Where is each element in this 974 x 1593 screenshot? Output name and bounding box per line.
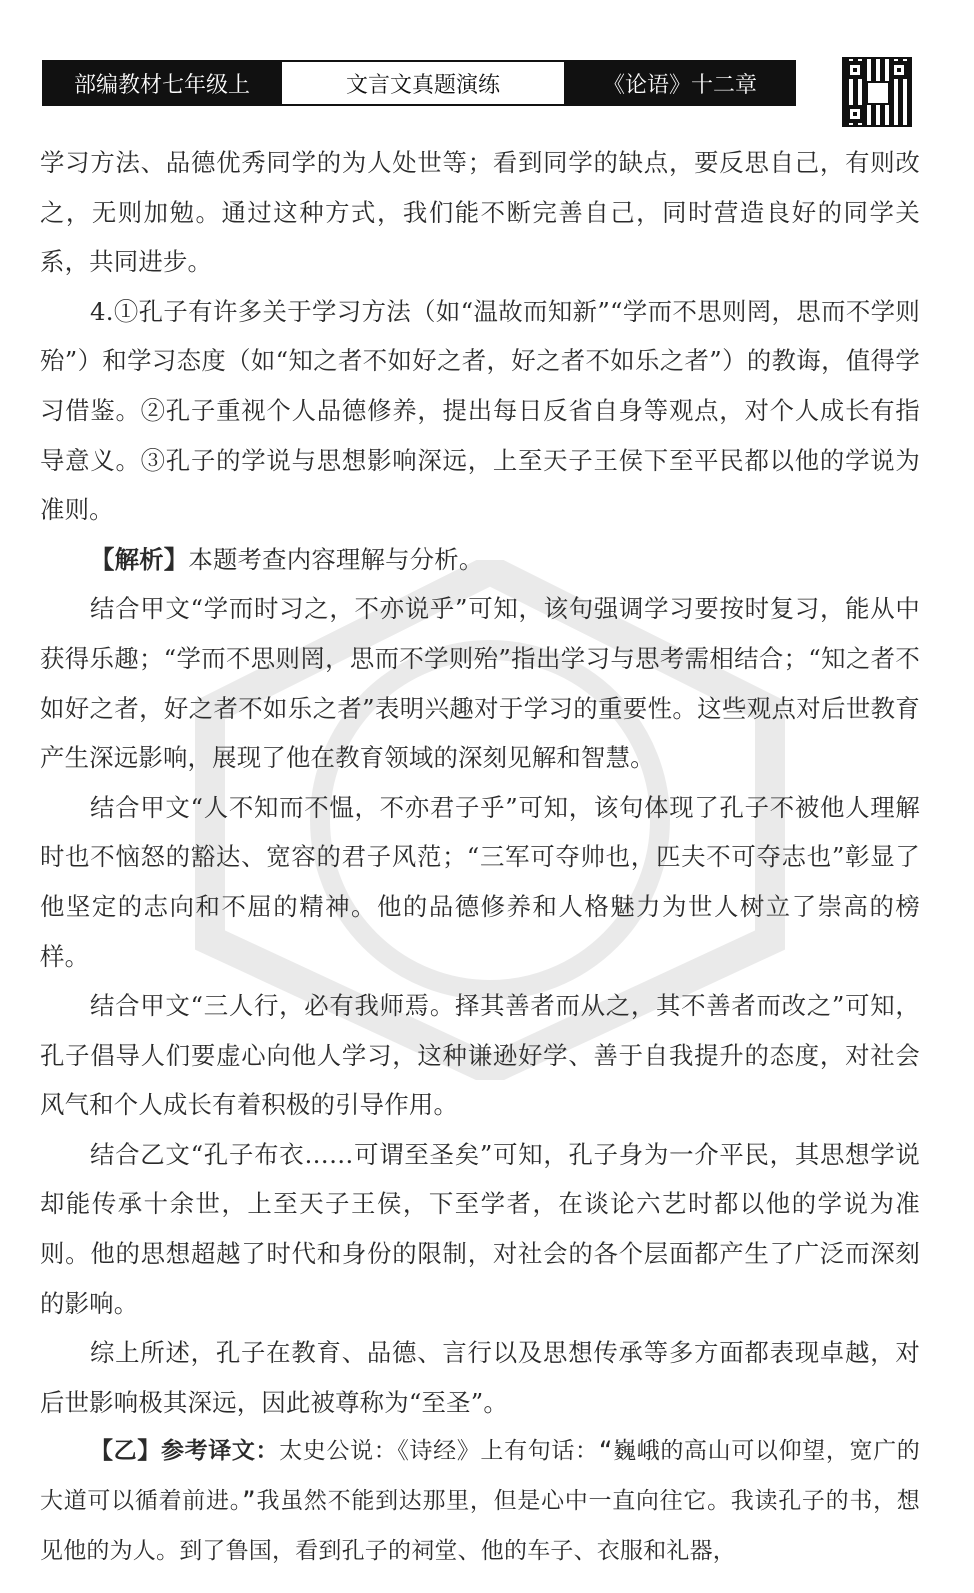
analysis-intro bbox=[40, 535, 920, 585]
translation-mark: 【乙】 bbox=[90, 1438, 161, 1465]
analysis-text: 本题考查内容理解与分析。 bbox=[188, 544, 484, 574]
header-section: 文言文真题演练 bbox=[280, 62, 566, 104]
qr-code-icon bbox=[842, 57, 912, 127]
document-body bbox=[40, 138, 920, 1576]
translation-paragraph bbox=[40, 1427, 920, 1576]
header-grade: 部编教材七年级上 bbox=[44, 62, 280, 104]
page-header bbox=[42, 60, 796, 106]
translation-text: 太史公说：《诗经》上有句话：“巍峨的高山可以仰望，宽广的大道可以循着前进。”我虽然不能到达那里，但是心中一直向往它。我读孔子的书，想见他的为人。到了鲁国，看到孔子的祠堂、他的车子、衣服和礼器， bbox=[40, 1438, 921, 1564]
paragraph-continued: 学习方法、品德优秀同学的为人处世等；看到同学的缺点，要反思自己，有则改之，无则加勉。通过这种方式，我们能不断完善自己，同时营造良好的同学关系，共同进步。 bbox=[40, 148, 920, 277]
analysis-summary: 综上所述，孔子在教育、品德、言行以及思想传承等多方面都表现卓越，对后世影响极其深远，因此被尊称为“至圣”。 bbox=[40, 1338, 920, 1417]
analysis-paragraph-3: 结合甲文“三人行，必有我师焉。择其善者而从之，其不善者而改之”可知，孔子倡导人们要虚心向他人学习，这种谦逊好学、善于自我提升的态度，对社会风气和个人成长有着积极的引导作用。 bbox=[40, 991, 920, 1120]
answer-4: 4.①孔子有许多关于学习方法（如“温故而知新”“学而不思则罔，思而不学则殆”）和学习态度（如“知之者不如好之者，好之者不如乐之者”）的教诲，值得学习借鉴。②孔子重视个人品德修养，提出每日反省自身等观点，对个人成长有指导意义。③孔子的学说与思想影响深远，上至天子王侯下至平民都以他的学说为准则。 bbox=[40, 296, 920, 525]
translation-title: 参考译文： bbox=[160, 1438, 280, 1465]
analysis-paragraph-2: 结合甲文“人不知而不愠，不亦君子乎”可知，该句体现了孔子不被他人理解时也不恼怒的豁达、宽容的君子风范；“三军可夺帅也，匹夫不可夺志也”彰显了他坚定的志向和不屈的精神。他的品德修养和人格魅力为世人树立了崇高的榜样。 bbox=[40, 792, 920, 971]
analysis-paragraph-4: 结合乙文“孔子布衣……可谓至圣矣”可知，孔子身为一介平民，其思想学说却能传承十余世，上至天子王侯，下至学者，在谈论六艺时都以他的学说为准则。他的思想超越了时代和身份的限制，对社会的各个层面都产生了广泛而深刻的影响。 bbox=[40, 1139, 920, 1318]
analysis-label: 【解析】 bbox=[90, 544, 189, 574]
analysis-paragraph-1: 结合甲文“学而时习之，不亦说乎”可知，该句强调学习要按时复习，能从中获得乐趣；“学而不思则罔，思而不学则殆”指出学习与思考需相结合；“知之者不如好之者，好之者不如乐之者”表明兴趣对于学习的重要性。这些观点对后世教育产生深远影响，展现了他在教育领域的深刻见解和智慧。 bbox=[40, 594, 920, 773]
header-chapter: 《论语》十二章 bbox=[566, 62, 794, 104]
